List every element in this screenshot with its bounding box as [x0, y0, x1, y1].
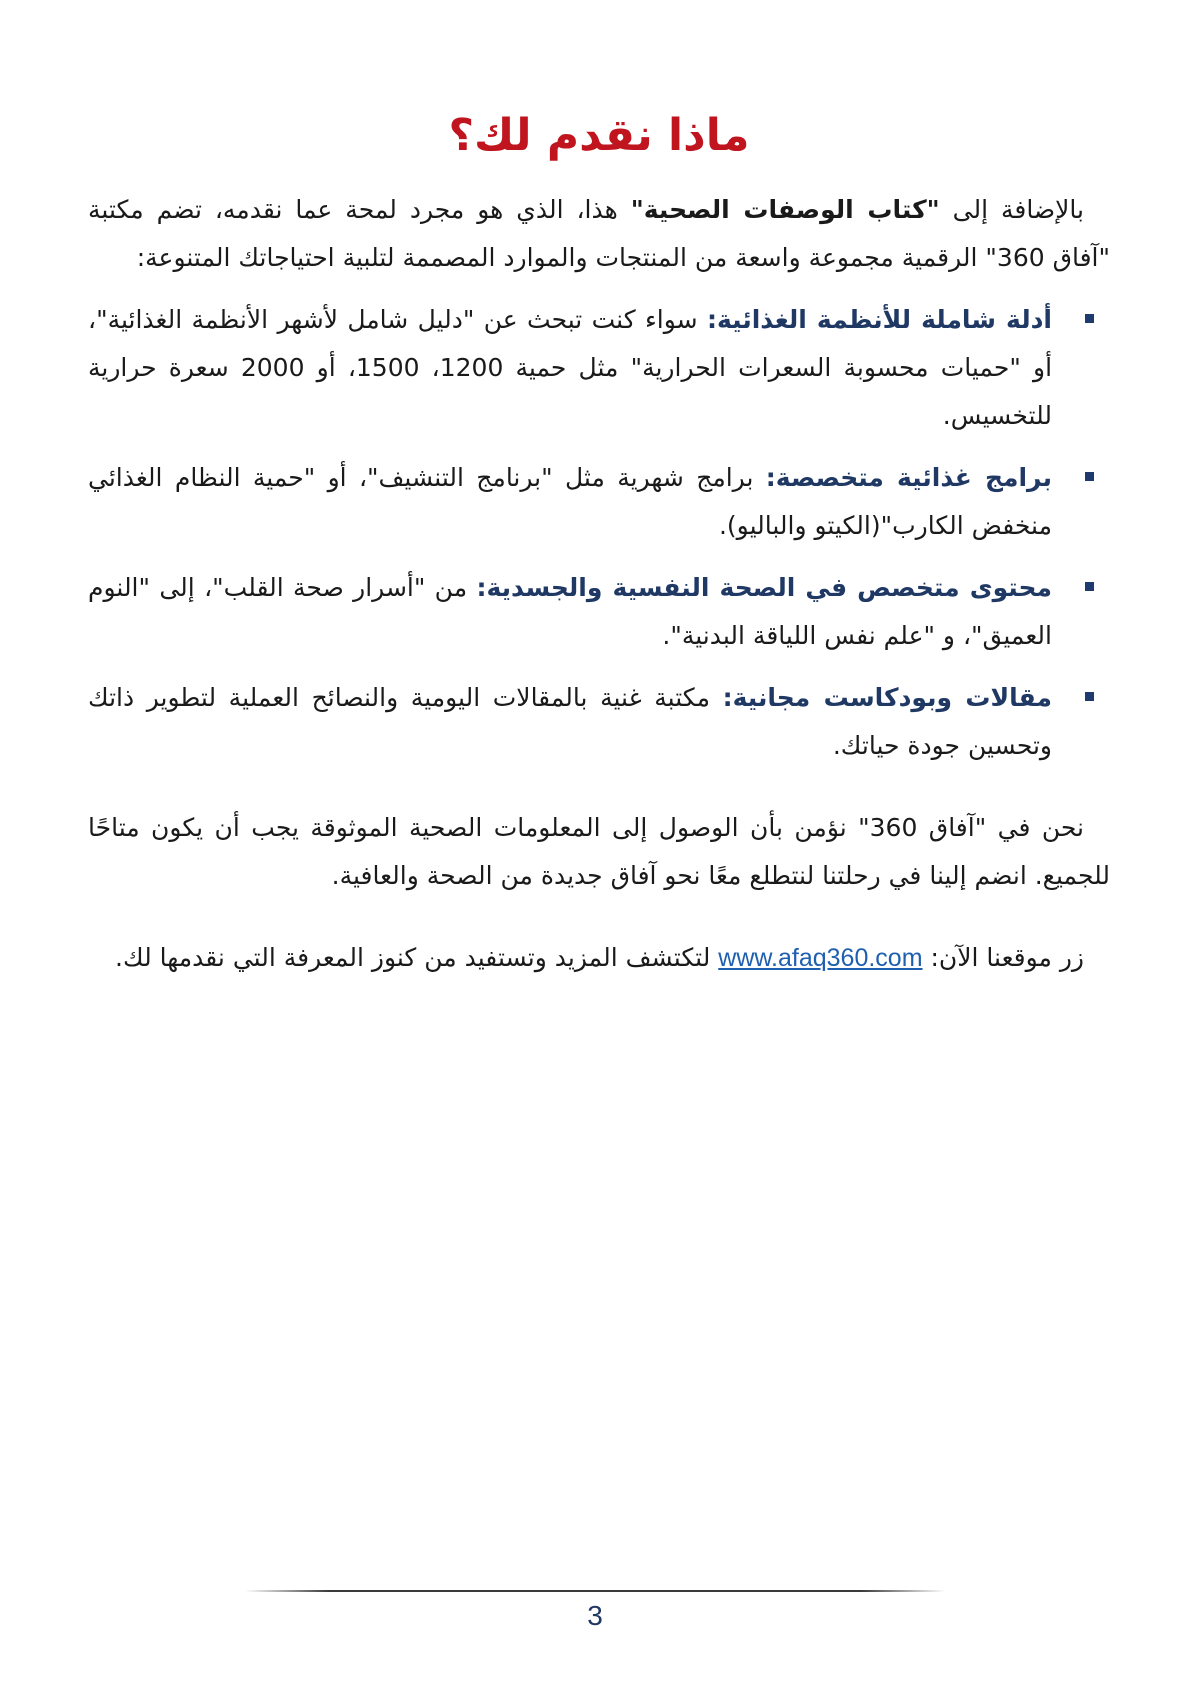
visit-text-end: لتكتشف المزيد وتستفيد من كنوز المعرفة التي نقدمها لك. — [115, 943, 719, 972]
list-item — [88, 454, 1110, 550]
feature-text: من "أسرار صحة القلب"، إلى "النوم العميق"، و "علم نفس اللياقة البدنية". — [88, 573, 1052, 650]
feature-title: أدلة شاملة للأنظمة الغذائية: — [706, 305, 1052, 334]
feature-title: محتوى متخصص في الصحة النفسية والجسدية: — [476, 573, 1052, 602]
document-page — [88, 0, 1110, 982]
mission-paragraph: نحن في "آفاق 360" نؤمن بأن الوصول إلى المعلومات الصحية الموثوقة يجب أن يكون متاحًا للجميع. انضم إلينا في رحلتنا لنتطلع معًا نحو آفاق جديدة من الصحة والعافية. — [88, 813, 1110, 890]
feature-text: برامج شهرية مثل "برنامج التنشيف"، أو "حمية النظام الغذائي منخفض الكارب"(الكيتو والباليو). — [88, 463, 1052, 540]
feature-list — [88, 296, 1110, 770]
visit-paragraph — [88, 934, 1110, 982]
list-item — [88, 296, 1110, 440]
intro-text-end: هذا، الذي هو مجرد لمحة عما نقدمه، تضم مكتبة "آفاق 360" الرقمية مجموعة واسعة من المنتجات والموارد المصممة لتلبية احتياجاتك المتنوعة: — [88, 195, 1110, 272]
square-bullet-icon — [1085, 692, 1094, 701]
feature-text: مكتبة غنية بالمقالات اليومية والنصائح العملية لتطوير ذاتك وتحسين جودة حياتك. — [88, 683, 1052, 760]
square-bullet-icon — [1085, 582, 1094, 591]
list-item — [88, 674, 1110, 770]
square-bullet-icon — [1085, 472, 1094, 481]
page-title: ماذا نقدم لك؟ — [448, 110, 750, 161]
list-item — [88, 564, 1110, 660]
feature-title: مقالات وبودكاست مجانية: — [722, 683, 1052, 712]
page-number: 3 — [587, 1600, 603, 1631]
square-bullet-icon — [1085, 314, 1094, 323]
website-link[interactable]: www.afaq360.com — [718, 944, 923, 972]
footer-divider — [245, 1590, 945, 1592]
book-name: "كتاب الوصفات الصحية" — [630, 195, 940, 224]
intro-paragraph — [88, 186, 1110, 282]
feature-title: برامج غذائية متخصصة: — [765, 463, 1052, 492]
feature-text: سواء كنت تبحث عن "دليل شامل لأشهر الأنظمة الغذائية"، أو "حميات محسوبة السعرات الحرارية" مثل حمية 1200، 1500، أو 2000 سعرة حرارية للتخسيس. — [88, 305, 1053, 430]
visit-text-start: زر موقعنا الآن: — [922, 943, 1084, 972]
intro-text-start: بالإضافة إلى — [939, 195, 1084, 224]
